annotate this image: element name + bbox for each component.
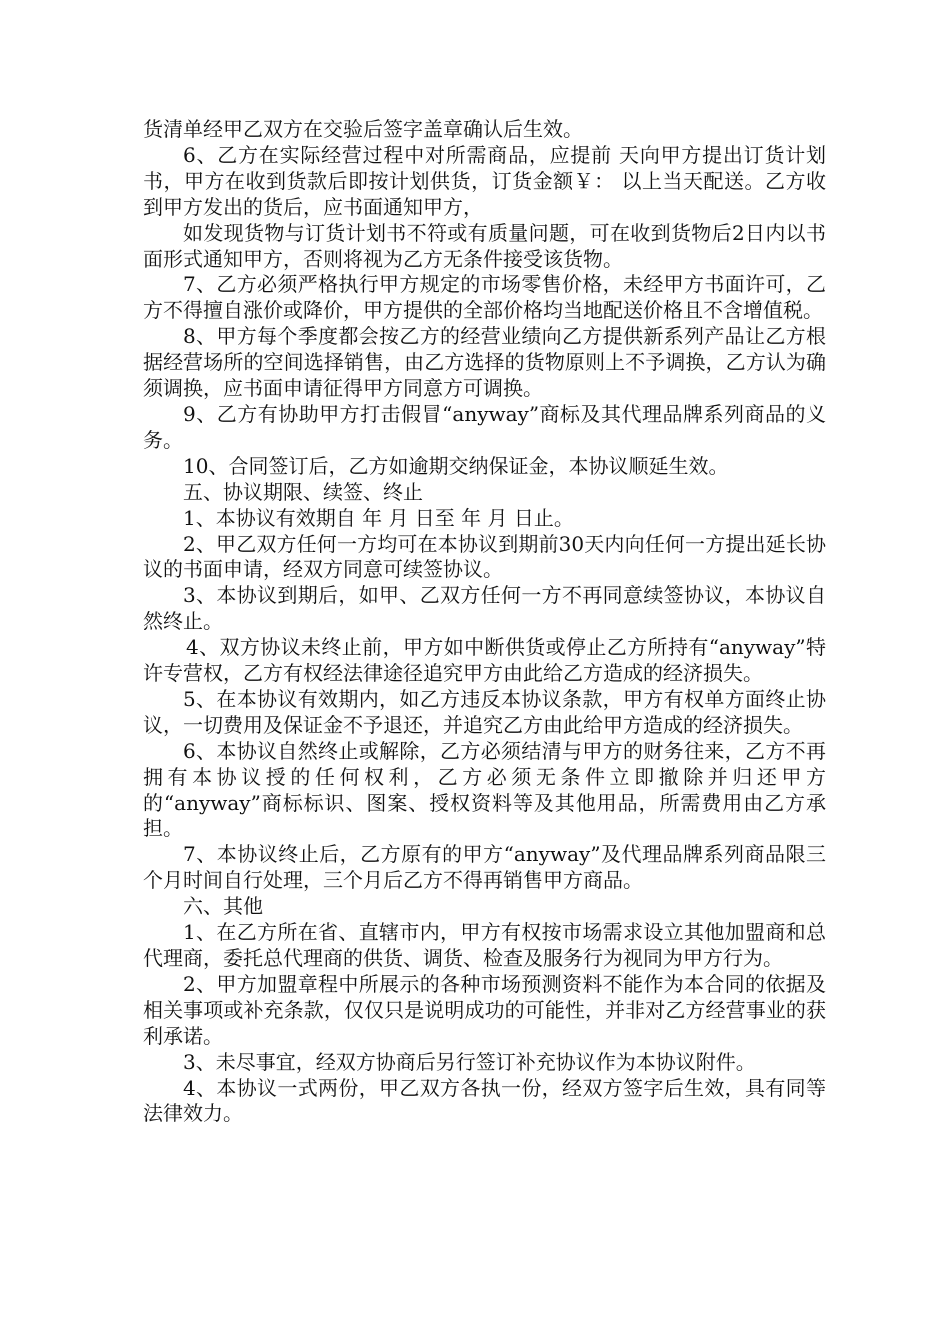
clause-10-deposit: 10、合同签订后，乙方如逾期交纳保证金，本协议顺延生效。 (183, 453, 729, 478)
other-clause-2: 2、甲方加盟章程中所展示的各种市场预测资料不能作为本合同的依据及相关事项或补充条款，仅仅只是说明成功的可能性，并非对乙方经营事业的获利承诺。 (143, 971, 826, 1048)
paragraph-delivery-list-effective: 货清单经甲乙双方在交验后签字盖章确认后生效。 (143, 117, 583, 141)
term-clause-1: 1、本协议有效期自 年 月 日至 年 月 日止。 (183, 505, 574, 530)
term-clause-3: 3、本协议到期后，如甲、乙双方任何一方不再同意续签协议，本协议自然终止。 (143, 583, 826, 634)
term-clause-6: 6、本协议自然终止或解除，乙方必须结清与甲方的财务往来，乙方不再拥有本协议授的任何权利，乙方必须无条件立即撤除并归还甲方的“anyway”商标标识、图案、授权资料等及其他用品，所需费用由乙方承担。 (143, 738, 826, 841)
term-clause-7: 7、本协议终止后，乙方原有的甲方“anyway”及代理品牌系列商品限三个月时间自行处理，三个月后乙方不得再销售甲方商品。 (143, 842, 826, 893)
clause-6-order-plan: 6、乙方在实际经营过程中对所需商品，应提前 天向甲方提出订货计划书，甲方在收到货款后即按计划供货，订货金额￥： 以上当天配送。乙方收到甲方发出的货后，应书面通知甲方， (143, 142, 826, 219)
term-clause-5: 5、在本协议有效期内，如乙方违反本协议条款，甲方有权单方面终止协议，一切费用及保证金不予退还，并追究乙方由此给甲方造成的经济损失。 (143, 686, 826, 737)
other-clause-1: 1、在乙方所在省、直辖市内，甲方有权按市场需求设立其他加盟商和总代理商，委托总代理商的供货、调货、检查及服务行为视同为甲方行为。 (143, 920, 826, 970)
other-clause-3: 3、未尽事宜，经双方协商后另行签订补充协议作为本协议附件。 (183, 1049, 756, 1074)
term-clause-2: 2、甲乙双方任何一方均可在本协议到期前30天内向任何一方提出延长协议的书面申请，经双方同意可续签协议。 (143, 531, 826, 582)
other-clause-4: 4、本协议一式两份，甲乙双方各执一份，经双方签字后生效，具有同等法律效力。 (143, 1075, 826, 1126)
clause-9-anti-counterfeit: 9、乙方有协助甲方打击假冒“anyway”商标及其代理品牌系列商品的义务。 (143, 401, 826, 452)
clause-8-new-products: 8、甲方每个季度都会按乙方的经营业绩向乙方提供新系列产品让乙方根据经营场所的空间选择销售，由乙方选择的货物原则上不予调换，乙方认为确须调换，应书面申请征得甲方同意方可调换。 (143, 324, 826, 401)
term-clause-4: 4、双方协议未终止前，甲方如中断供货或停止乙方所持有“anyway”特许专营权，乙方有权经法律途径追究甲方由此给乙方造成的经济损失。 (143, 635, 826, 686)
section-heading-term: 五、协议期限、续签、终止 (183, 479, 423, 504)
section-heading-other: 六、其他 (183, 894, 263, 919)
clause-7-retail-price: 7、乙方必须严格执行甲方规定的市场零售价格，未经甲方书面许可，乙方不得擅自涨价或降价，甲方提供的全部价格均当地配送价格且不含增值税。 (143, 272, 826, 323)
paragraph-goods-discrepancy: 如发现货物与订货计划书不符或有质量问题，可在收到货物后2日内以书面形式通知甲方，否则将视为乙方无条件接受该货物。 (143, 220, 826, 271)
